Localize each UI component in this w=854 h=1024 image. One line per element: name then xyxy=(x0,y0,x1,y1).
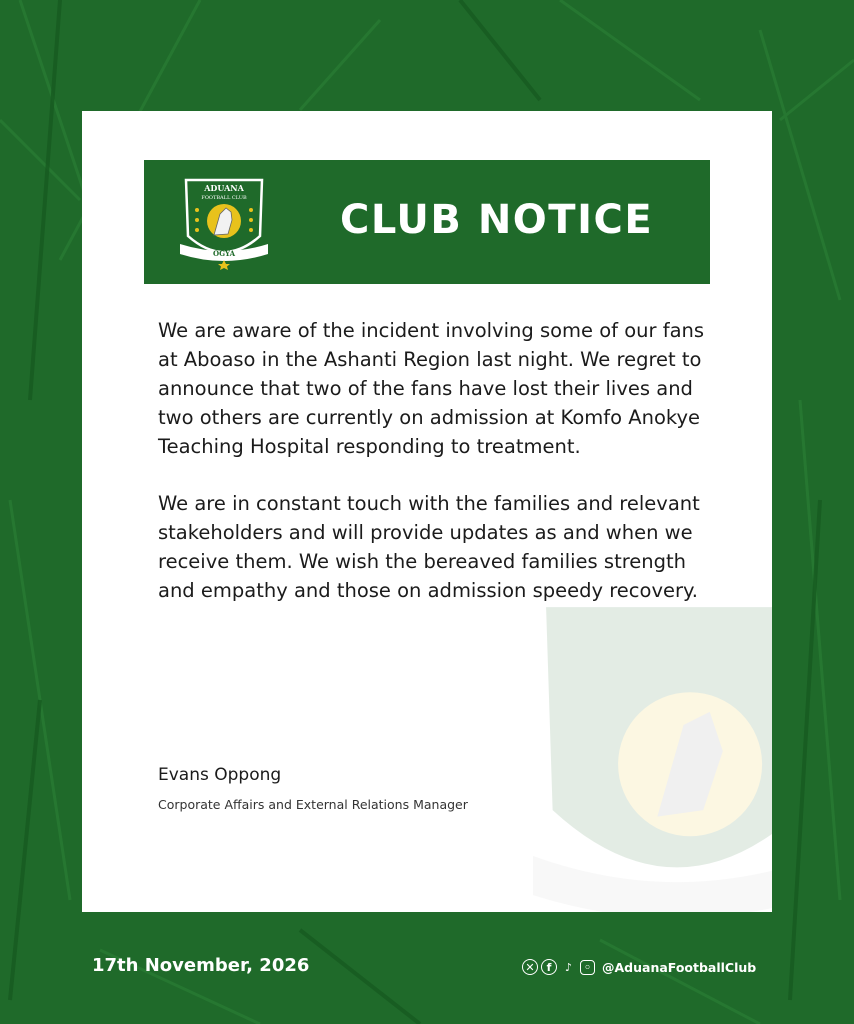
notice-body xyxy=(158,316,718,633)
club-notice-banner xyxy=(144,160,710,284)
signatory-title: Corporate Affairs and External Relations Manager xyxy=(158,797,468,812)
notice-card xyxy=(82,111,772,912)
notice-date: 17th November, 2026 xyxy=(92,955,310,976)
crest-sub-text: FOOTBALL CLUB xyxy=(201,195,247,201)
x-icon[interactable]: ✕ xyxy=(522,959,538,975)
crest-top-text: ADUANA xyxy=(204,183,244,193)
aduana-fc-crest-icon xyxy=(178,174,270,270)
notice-paragraph: We are in constant touch with the families and relevant stakeholders and will provide updates as and when we receive them. We wish the bereaved families strength and empathy and those on admission speedy recovery. xyxy=(158,492,700,602)
banner-title: CLUB NOTICE xyxy=(340,197,654,243)
social-handle[interactable]: @AduanaFootballClub xyxy=(602,959,757,975)
facebook-icon[interactable]: f xyxy=(541,959,557,975)
tiktok-icon[interactable]: ♪ xyxy=(564,960,573,974)
instagram-icon[interactable]: ◦ xyxy=(580,960,595,975)
notice-paragraph: We are aware of the incident involving some of our fans at Aboaso in the Ashanti Region last night. We regret to announce that two of the fans have lost their lives and two others are currently on admission at Komfo Anokye Teaching Hospital responding to treatment. xyxy=(158,319,705,458)
crest-ribbon-text: OGYA xyxy=(212,249,236,258)
social-links xyxy=(522,956,756,978)
signatory-name: Evans Oppong xyxy=(158,765,282,785)
